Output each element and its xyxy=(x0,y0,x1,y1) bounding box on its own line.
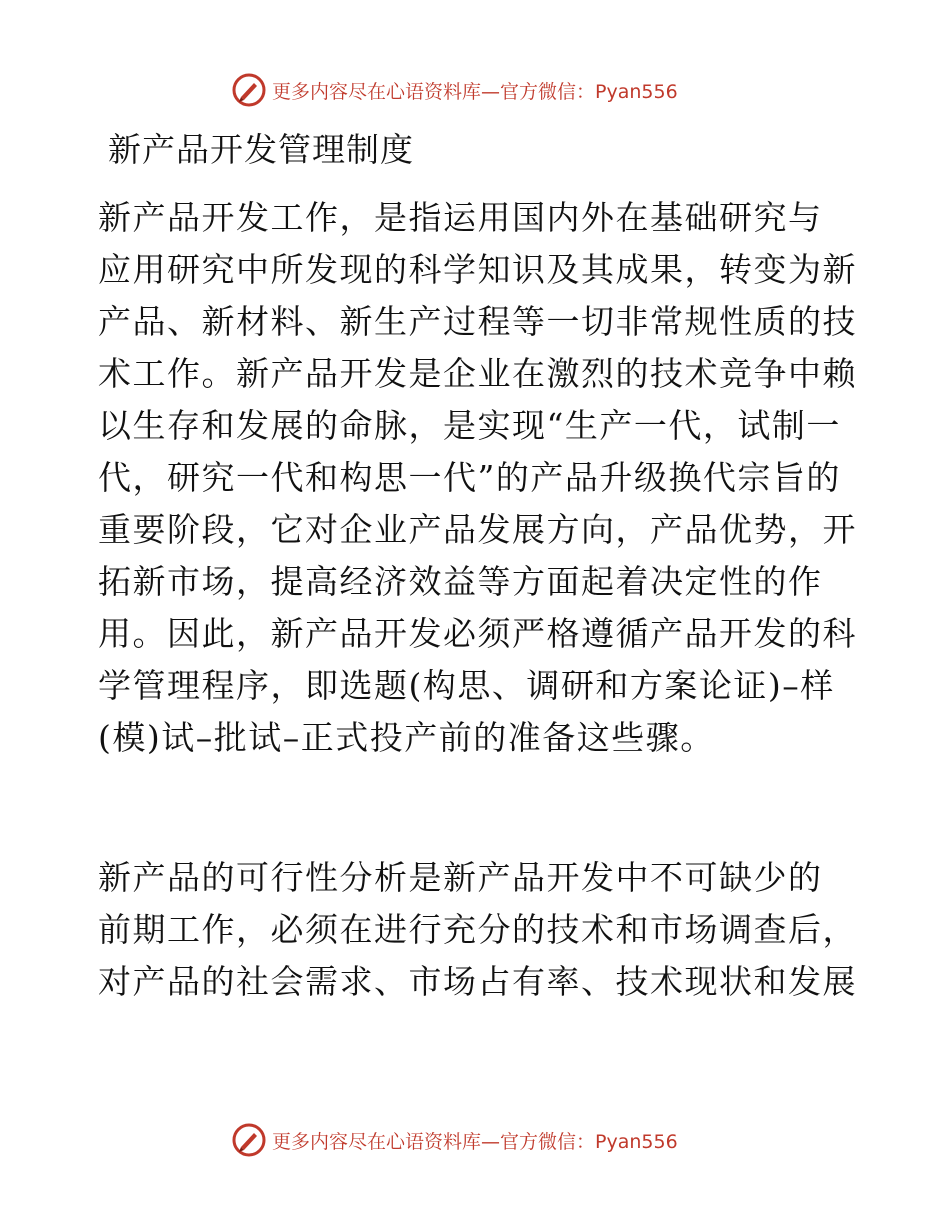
pen-logo-icon xyxy=(232,73,266,107)
text-line: (模)试–批试–正式投产前的准备这些骤。 xyxy=(98,718,715,757)
text-line: 拓新市场，提高经济效益等方面起着决定性的作 xyxy=(98,562,823,601)
document-title: 新产品开发管理制度 xyxy=(108,130,414,169)
banner-text: 更多内容尽在心语资料库—官方微信：Pyan556 xyxy=(272,1130,678,1153)
text-line: 前期工作，必须在进行充分的技术和市场调查后， xyxy=(98,910,857,949)
paragraph-1 xyxy=(98,192,858,764)
text-line: 新产品开发工作，是指运用国内外在基础研究与 xyxy=(98,198,823,237)
pen-logo-icon xyxy=(232,1123,266,1157)
text-line: 对产品的社会需求、市场占有率、技术现状和发展 xyxy=(98,962,857,1001)
text-line: 术工作。新产品开发是企业在激烈的技术竞争中赖 xyxy=(98,354,857,393)
text-line: 产品、新材料、新生产过程等一切非常规性质的技 xyxy=(98,302,857,341)
text-line: 代，研究一代和构思一代”的产品升级换代宗旨的 xyxy=(98,458,841,497)
text-line: 重要阶段，它对企业产品发展方向，产品优势，开 xyxy=(98,510,857,549)
text-line: 应用研究中所发现的科学知识及其成果，转变为新 xyxy=(98,250,857,289)
text-line: 用。因此，新产品开发必须严格遵循产品开发的科 xyxy=(98,614,857,653)
text-line: 学管理程序，即选题(构思、调研和方案论证)–样 xyxy=(98,666,835,705)
header-banner xyxy=(232,72,678,108)
paragraph-2 xyxy=(98,852,858,1008)
footer-banner xyxy=(232,1122,678,1158)
banner-text: 更多内容尽在心语资料库—官方微信：Pyan556 xyxy=(272,80,678,103)
text-line: 新产品的可行性分析是新产品开发中不可缺少的 xyxy=(98,858,823,897)
text-line: 以生存和发展的命脉，是实现“生产一代，试制一 xyxy=(98,406,841,445)
